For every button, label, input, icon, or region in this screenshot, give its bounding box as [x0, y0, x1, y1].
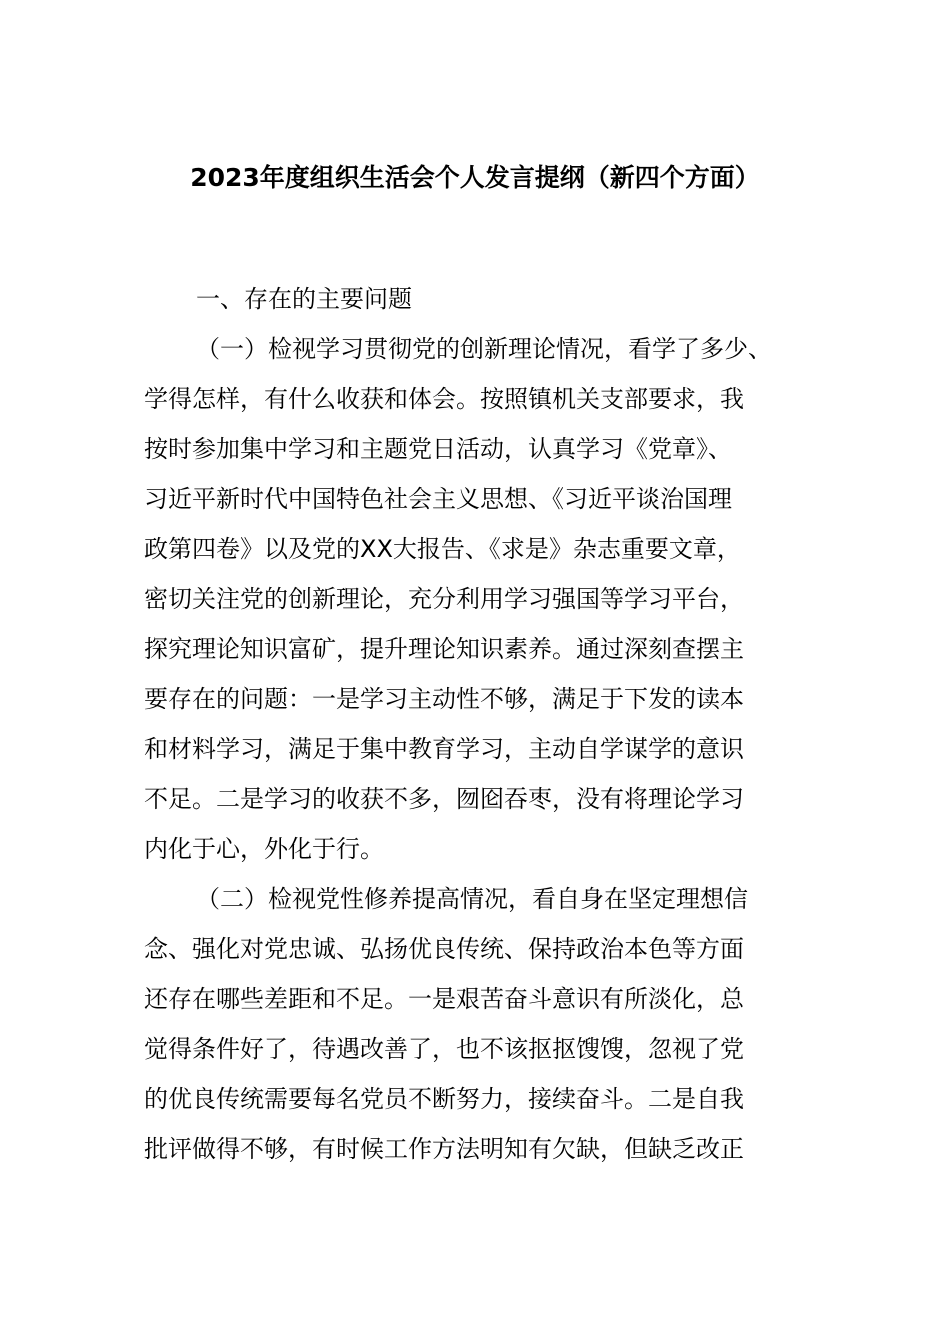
paragraph-line: 念、强化对党忠诚、弘扬优良传统、保持政治本色等方面: [144, 935, 744, 963]
paragraph-line: 还存在哪些差距和不足。一是艰苦奋斗意识有所淡化，总: [144, 985, 744, 1013]
paragraph-line: 学得怎样，有什么收获和体会。按照镇机关支部要求，我: [144, 385, 744, 413]
paragraph-line: 按时参加集中学习和主题党日活动，认真学习《党章》、: [144, 435, 732, 463]
paragraph-line: 探究理论知识富矿，提升理论知识素养。通过深刻查摆主: [144, 635, 744, 663]
paragraph-line: 的优良传统需要每名党员不断努力，接续奋斗。二是自我: [144, 1085, 744, 1113]
paragraph-2: [144, 874, 814, 1174]
paragraph-line: 批评做得不够，有时候工作方法明知有欠缺，但缺乏改正: [144, 1135, 744, 1163]
paragraph-line: 习近平新时代中国特色社会主义思想、《习近平谈治国理: [144, 485, 732, 513]
paragraph-line: 要存在的问题：一是学习主动性不够，满足于下发的读本: [144, 685, 744, 713]
section-heading: 一、存在的主要问题: [196, 285, 412, 313]
paragraph-line: 密切关注党的创新理论，充分利用学习强国等学习平台，: [144, 585, 744, 613]
paragraph-line: 不足。二是学习的收获不多，囫囵吞枣，没有将理论学习: [144, 785, 744, 813]
paragraph-line: 内化于心，外化于行。: [144, 835, 384, 863]
document-title: 2023年度组织生活会个人发言提纲（新四个方面）: [190, 163, 760, 192]
paragraph-line: （二）检视党性修养提高情况，看自身在坚定理想信: [196, 885, 748, 913]
paragraph-line: 觉得条件好了，待遇改善了，也不该抠抠馊馊，忽视了党: [144, 1035, 744, 1063]
paragraph-1: [144, 324, 814, 874]
paragraph-line: （一）检视学习贯彻党的创新理论情况，看学了多少、: [196, 335, 772, 363]
document-body: [144, 274, 814, 1174]
paragraph-line: 和材料学习，满足于集中教育学习，主动自学谋学的意识: [144, 735, 744, 763]
paragraph-line: 政第四卷》以及党的XX大报告、《求是》杂志重要文章，: [144, 535, 741, 563]
